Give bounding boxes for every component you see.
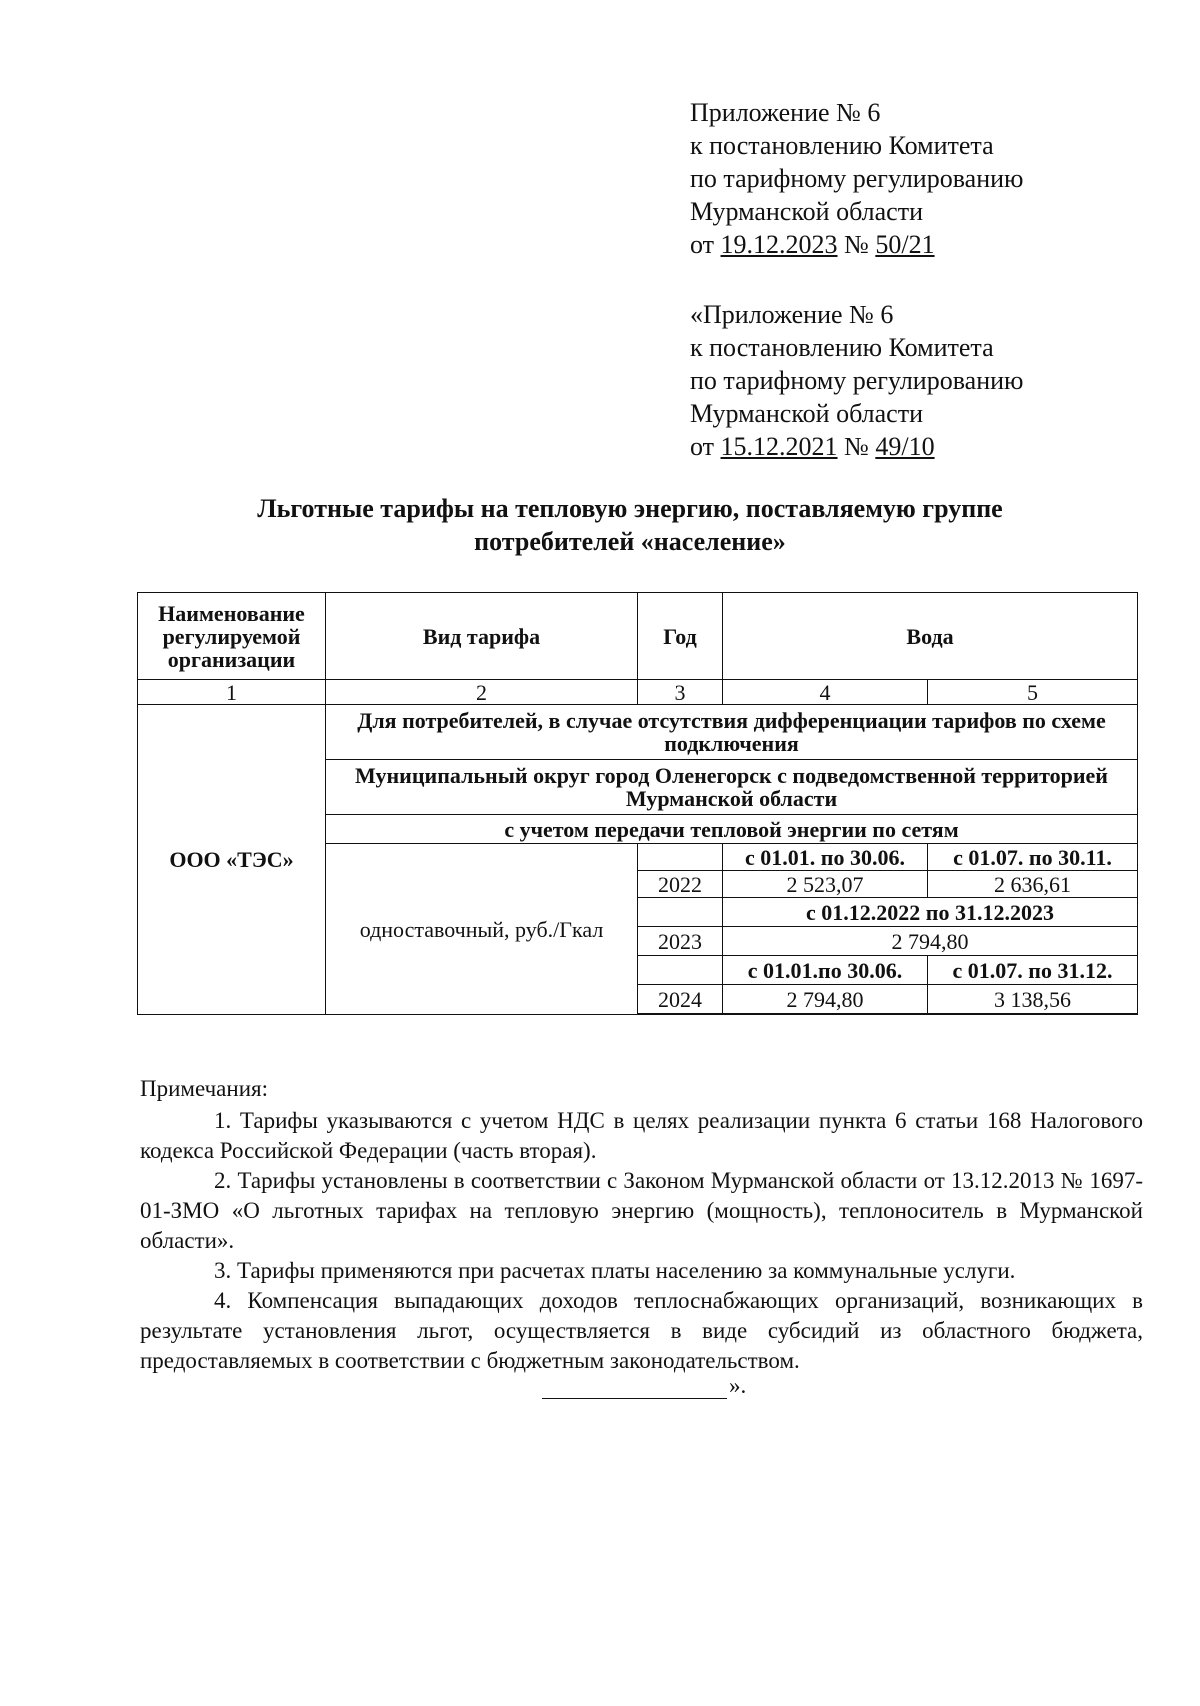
value-cell: 2 794,80 — [723, 985, 928, 1014]
period-cell: с 01.12.2022 по 31.12.2023 — [723, 898, 1138, 927]
value-cell: 2 523,07 — [723, 871, 928, 898]
value-cell: 2 636,61 — [928, 871, 1138, 898]
appendix-line: «Приложение № 6 — [690, 300, 894, 329]
table-spacer — [638, 1014, 1138, 1015]
year-cell-empty — [638, 844, 723, 871]
section-networks: с учетом передачи тепловой энергии по сетям — [326, 815, 1138, 844]
title-line: потребителей «население» — [474, 527, 786, 556]
period-cell: с 01.01. по 30.06. — [723, 844, 928, 871]
year-cell-empty — [638, 898, 723, 927]
appendix-date: 19.12.2023 — [720, 230, 838, 259]
header-water: Вода — [723, 593, 1138, 680]
appendix-line: Приложение № 6 — [690, 98, 881, 127]
year-cell: 2022 — [638, 871, 723, 898]
appendix-line: по тарифному регулированию — [690, 366, 1024, 395]
appendix-from: от — [690, 230, 715, 259]
appendix-no-sign: № — [844, 230, 869, 259]
header-org: Наименование регулируемой организации — [138, 593, 326, 680]
appendix-date: 15.12.2021 — [720, 432, 838, 461]
closing-mark — [542, 1373, 746, 1399]
section-consumers: Для потребителей, в случае отсутствия дифференциации тарифов по схеме подключения — [326, 705, 1138, 760]
period-cell: с 01.07. по 30.11. — [928, 844, 1138, 871]
closing-quote: ». — [729, 1373, 747, 1398]
appendix-line: Мурманской области — [690, 399, 923, 428]
year-cell: 2023 — [638, 927, 723, 956]
tariff-table — [137, 592, 1138, 1015]
column-number: 1 — [138, 680, 326, 705]
appendix-line: к постановлению Комитета — [690, 131, 994, 160]
table-header-row — [138, 593, 1138, 680]
column-number: 3 — [638, 680, 723, 705]
column-number: 4 — [723, 680, 928, 705]
appendix-date-line — [690, 228, 1023, 261]
appendix-date-line — [690, 430, 1023, 463]
appendix-no-sign: № — [844, 432, 869, 461]
appendix-line: по тарифному регулированию — [690, 164, 1024, 193]
header-type: Вид тарифа — [326, 593, 638, 680]
closing-rule — [542, 1398, 727, 1399]
year-cell: 2024 — [638, 985, 723, 1014]
note-item: 4. Компенсация выпадающих доходов теплоснабжающих организаций, возникающих в результате установления льгот, осуществляется в виде субсидий из областного бюджета, предоставляемых в соответствии с бюджетным законодательством. — [140, 1288, 1143, 1373]
appendix-number: 49/10 — [875, 432, 935, 461]
appendix-header-previous — [690, 298, 1023, 463]
appendix-header-current — [690, 96, 1023, 261]
note-item: 1. Тарифы указываются с учетом НДС в целях реализации пункта 6 статьи 168 Налогового кодекса Российской Федерации (часть вторая). — [140, 1108, 1143, 1163]
notes-section — [140, 1074, 1143, 1376]
appendix-line: к постановлению Комитета — [690, 333, 994, 362]
value-cell: 2 794,80 — [723, 927, 1138, 956]
tariff-type-cell: одноставочный, руб./Гкал — [326, 844, 638, 1015]
organization-cell: ООО «ТЭС» — [138, 705, 326, 1015]
period-cell: с 01.07. по 31.12. — [928, 956, 1138, 985]
section-municipality: Муниципальный округ город Оленегорск с подведомственной территорией Мурманской области — [326, 760, 1138, 815]
year-cell-empty — [638, 956, 723, 985]
table-row — [138, 705, 1138, 760]
column-number: 2 — [326, 680, 638, 705]
header-year: Год — [638, 593, 723, 680]
period-cell: с 01.01.по 30.06. — [723, 956, 928, 985]
appendix-number: 50/21 — [875, 230, 935, 259]
notes-heading: Примечания: — [140, 1076, 268, 1101]
value-cell: 3 138,56 — [928, 985, 1138, 1014]
appendix-line: Мурманской области — [690, 197, 923, 226]
note-item: 2. Тарифы установлены в соответствии с Законом Мурманской области от 13.12.2013 № 1697-01-ЗМО «О льготных тарифах на тепловую энергию (мощность), теплоноситель в Мурманской области». — [140, 1168, 1143, 1253]
title-line: Льготные тарифы на тепловую энергию, поставляемую группе — [257, 494, 1003, 523]
appendix-from: от — [690, 432, 715, 461]
document-title — [150, 492, 1110, 558]
column-number: 5 — [928, 680, 1138, 705]
column-number-row — [138, 680, 1138, 705]
note-item: 3. Тарифы применяются при расчетах платы населению за коммунальные услуги. — [214, 1258, 1016, 1283]
